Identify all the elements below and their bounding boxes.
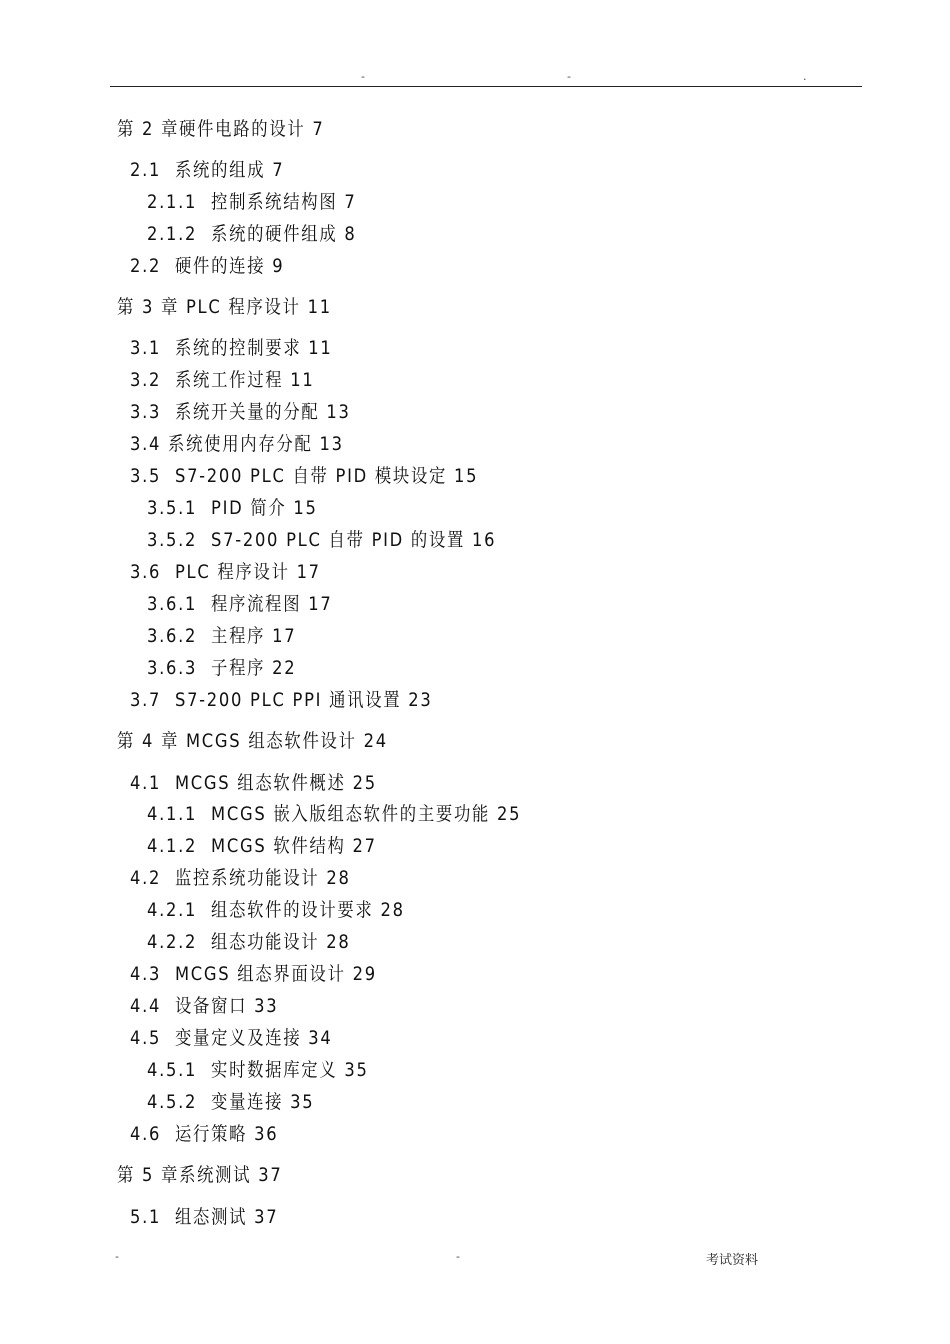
toc-subsection-3-5-2[interactable]: 3.5.2 S7-200 PLC 自带 PID 的设置 16 — [147, 529, 497, 551]
toc-subsection-4-5-2[interactable]: 4.5.2 变量连接 35 — [147, 1091, 315, 1113]
toc-subsection-4-1-1[interactable]: 4.1.1 MCGS 嵌入版组态软件的主要功能 25 — [147, 803, 522, 825]
toc-subsection-4-2-1[interactable]: 4.2.1 组态软件的设计要求 28 — [147, 899, 405, 921]
toc-subsection-3-6-3[interactable]: 3.6.3 子程序 22 — [147, 657, 297, 679]
toc-section-2-2[interactable]: 2.2 硬件的连接 9 — [130, 255, 285, 277]
footer-mark: - — [456, 1250, 460, 1263]
toc-section-3-2[interactable]: 3.2 系统工作过程 11 — [130, 369, 315, 391]
toc-section-3-7[interactable]: 3.7 S7-200 PLC PPI 通讯设置 23 — [130, 689, 433, 711]
toc-section-4-5[interactable]: 4.5 变量定义及连接 34 — [130, 1027, 333, 1049]
toc-chapter-4[interactable]: 第 4 章 MCGS 组态软件设计 24 — [117, 730, 388, 752]
toc-section-4-3[interactable]: 4.3 MCGS 组态界面设计 29 — [130, 963, 377, 985]
header-mark: - — [361, 70, 365, 83]
toc-section-3-5[interactable]: 3.5 S7-200 PLC 自带 PID 模块设定 15 — [130, 465, 479, 487]
toc-chapter-5[interactable]: 第 5 章系统测试 37 — [117, 1164, 283, 1186]
header-mark: - — [567, 70, 571, 83]
toc-section-3-4[interactable]: 3.4 系统使用内存分配 13 — [130, 433, 344, 455]
toc-chapter-2[interactable]: 第 2 章硬件电路的设计 7 — [117, 118, 325, 140]
toc-subsection-4-1-2[interactable]: 4.1.2 MCGS 软件结构 27 — [147, 835, 377, 857]
toc-section-4-4[interactable]: 4.4 设备窗口 33 — [130, 995, 279, 1017]
toc-section-4-2[interactable]: 4.2 监控系统功能设计 28 — [130, 867, 351, 889]
toc-section-5-1[interactable]: 5.1 组态测试 37 — [130, 1206, 279, 1228]
toc-section-4-1[interactable]: 4.1 MCGS 组态软件概述 25 — [130, 772, 377, 794]
header-mark: . — [803, 70, 807, 83]
toc-section-4-6[interactable]: 4.6 运行策略 36 — [130, 1123, 279, 1145]
toc-subsection-4-2-2[interactable]: 4.2.2 组态功能设计 28 — [147, 931, 351, 953]
toc-chapter-3[interactable]: 第 3 章 PLC 程序设计 11 — [117, 296, 332, 318]
toc-subsection-3-6-1[interactable]: 3.6.1 程序流程图 17 — [147, 593, 333, 615]
toc-subsection-4-5-1[interactable]: 4.5.1 实时数据库定义 35 — [147, 1059, 369, 1081]
toc-subsection-2-1-2[interactable]: 2.1.2 系统的硬件组成 8 — [147, 223, 357, 245]
toc-section-2-1[interactable]: 2.1 系统的组成 7 — [130, 159, 285, 181]
footer-mark: - — [115, 1250, 119, 1263]
footer-label: 考试资料 — [706, 1253, 759, 1268]
toc-subsection-3-5-1[interactable]: 3.5.1 PID 简介 15 — [147, 497, 318, 519]
toc-subsection-2-1-1[interactable]: 2.1.1 控制系统结构图 7 — [147, 191, 357, 213]
toc-section-3-3[interactable]: 3.3 系统开关量的分配 13 — [130, 401, 351, 423]
toc-section-3-6[interactable]: 3.6 PLC 程序设计 17 — [130, 561, 321, 583]
toc-section-3-1[interactable]: 3.1 系统的控制要求 11 — [130, 337, 333, 359]
toc-subsection-3-6-2[interactable]: 3.6.2 主程序 17 — [147, 625, 297, 647]
